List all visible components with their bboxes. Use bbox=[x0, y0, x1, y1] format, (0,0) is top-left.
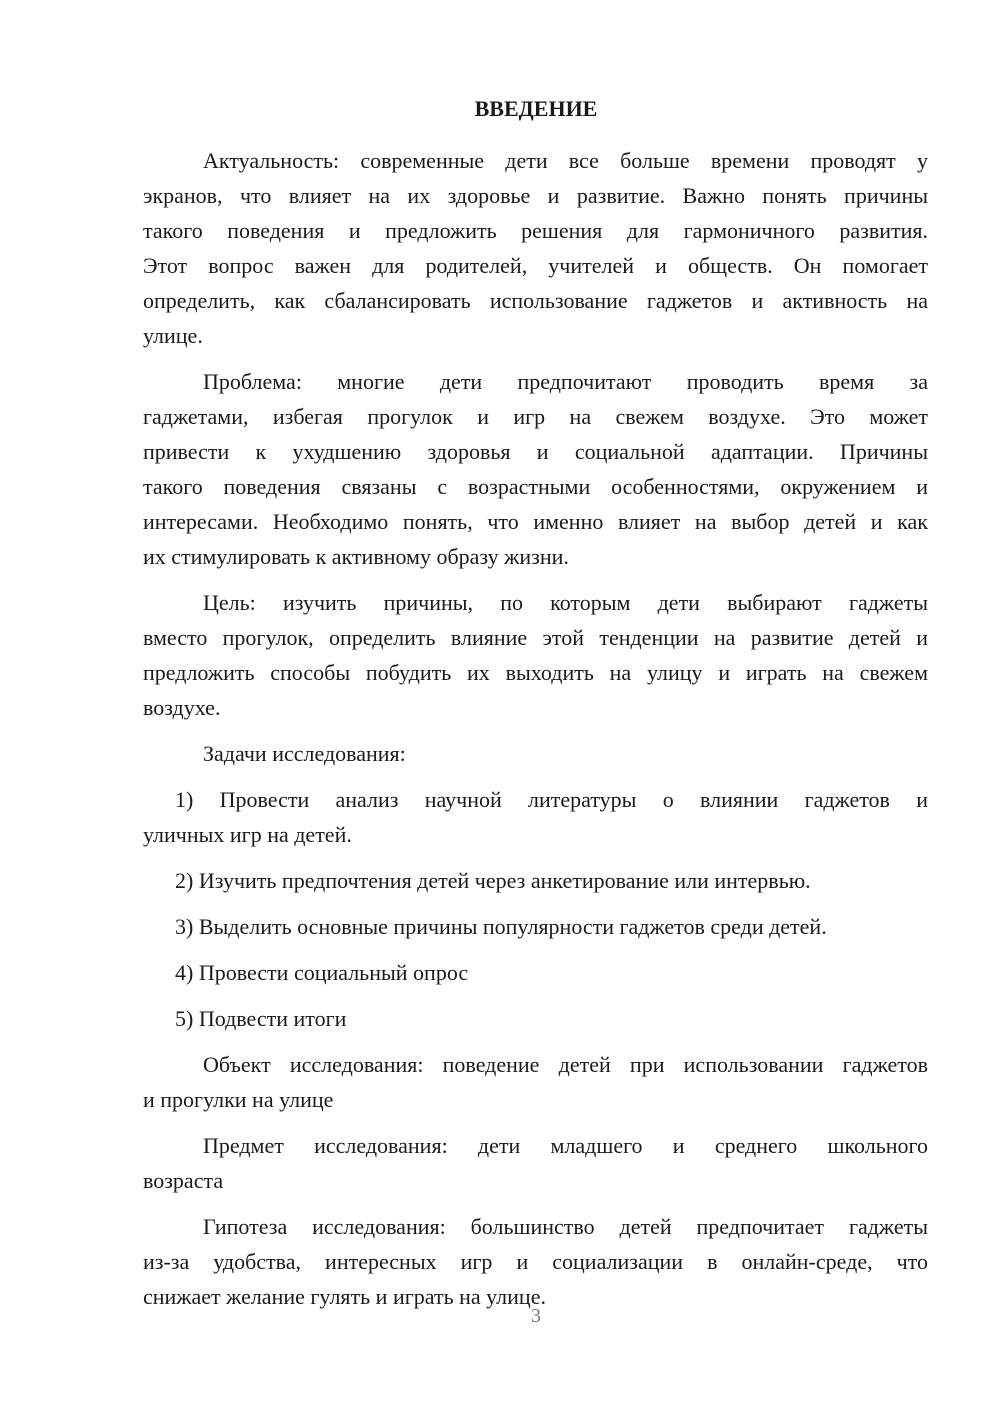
text-line: экранов, что влияет на их здоровье и развитие. Важно понять причины bbox=[143, 183, 928, 208]
text-line: Актуальность: современные дети все больше времени проводят у bbox=[203, 148, 928, 173]
list-item bbox=[143, 1001, 928, 1036]
text-line: Объект исследования: поведение детей при использовании гаджетов bbox=[203, 1052, 928, 1077]
text-line: снижает желание гулять и играть на улице. bbox=[143, 1284, 546, 1309]
page-number: 3 bbox=[531, 1305, 541, 1327]
paragraph bbox=[143, 1047, 928, 1117]
text-line: уличных игр на детей. bbox=[143, 822, 352, 847]
text-line: 5) Подвести итоги bbox=[175, 1006, 347, 1031]
text-line: вместо прогулок, определить влияние этой тенденции на развитие детей и bbox=[143, 625, 928, 650]
text-line: Проблема: многие дети предпочитают проводить время за bbox=[203, 369, 928, 394]
page-title: ВВЕДЕНИЕ bbox=[474, 96, 598, 121]
text-line: привести к ухудшению здоровья и социальной адаптации. Причины bbox=[143, 439, 928, 464]
text-line: 3) Выделить основные причины популярности гаджетов среди детей. bbox=[175, 914, 827, 939]
text-line: Задачи исследования: bbox=[203, 741, 406, 766]
list-item bbox=[143, 955, 928, 990]
text-line: такого поведения и предложить решения для гармоничного развития. bbox=[143, 218, 928, 243]
paragraph bbox=[143, 585, 928, 725]
text-line: такого поведения связаны с возрастными особенностями, окружением и bbox=[143, 474, 928, 499]
document-body bbox=[143, 143, 928, 1325]
text-line: их стимулировать к активному образу жизни. bbox=[143, 544, 569, 569]
text-line: интересами. Необходимо понять, что именно влияет на выбор детей и как bbox=[143, 509, 928, 534]
list-item bbox=[143, 909, 928, 944]
text-line: Цель: изучить причины, по которым дети выбирают гаджеты bbox=[203, 590, 928, 615]
paragraph bbox=[143, 364, 928, 574]
text-line: Этот вопрос важен для родителей, учителей и обществ. Он помогает bbox=[143, 253, 928, 278]
text-line: предложить способы побудить их выходить на улицу и играть на свежем bbox=[143, 660, 928, 685]
text-line: возраста bbox=[143, 1168, 224, 1193]
text-line: Гипотеза исследования: большинство детей предпочитает гаджеты bbox=[203, 1214, 928, 1239]
list-item bbox=[143, 782, 928, 852]
text-line: определить, как сбалансировать использование гаджетов и активность на bbox=[143, 288, 928, 313]
paragraph bbox=[143, 1128, 928, 1198]
text-line: улице. bbox=[143, 323, 203, 348]
text-line: 4) Провести социальный опрос bbox=[175, 960, 469, 985]
paragraph bbox=[143, 143, 928, 353]
text-line: 1) Провести анализ научной литературы о влиянии гаджетов и bbox=[175, 787, 928, 812]
paragraph bbox=[143, 736, 928, 771]
list-item bbox=[143, 863, 928, 898]
text-line: воздухе. bbox=[143, 695, 221, 720]
text-line: гаджетами, избегая прогулок и игр на свежем воздухе. Это может bbox=[143, 404, 928, 429]
text-line: и прогулки на улице bbox=[143, 1087, 334, 1112]
text-line: 2) Изучить предпочтения детей через анкетирование или интервью. bbox=[175, 868, 811, 893]
text-line: из-за удобства, интересных игр и социализации в онлайн-среде, что bbox=[143, 1249, 928, 1274]
text-line: Предмет исследования: дети младшего и среднего школьного bbox=[203, 1133, 928, 1158]
paragraph bbox=[143, 1209, 928, 1314]
